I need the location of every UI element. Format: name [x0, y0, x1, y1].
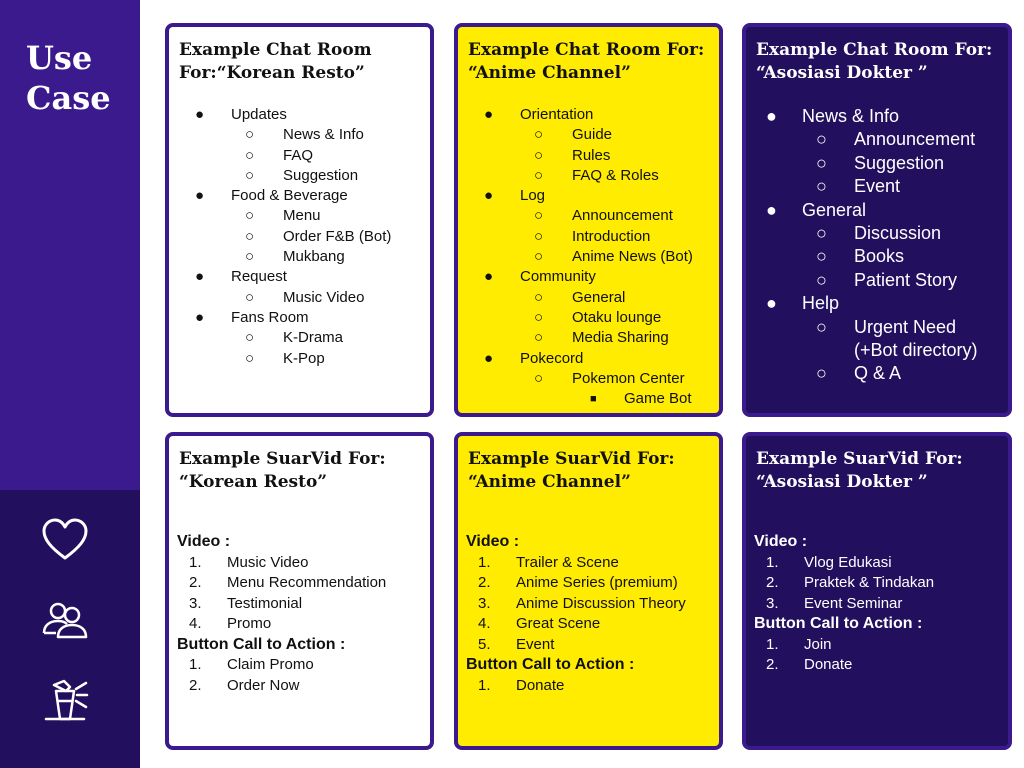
list-item: ○ Urgent Need (+Bot directory) — [816, 316, 978, 361]
list-item: ○ Patient Story — [816, 269, 958, 290]
card-title: Example SuarVid For: “Anime Channel” — [468, 449, 675, 492]
list-item: 3. Event Seminar — [766, 594, 903, 612]
list-item: ○ FAQ — [245, 146, 314, 164]
list-item: 1. Donate — [478, 676, 565, 694]
card-title: Example Chat Room For: “Asosiasi Dokter ” — [756, 40, 993, 83]
list-item: ● Request ○ Music Video — [195, 267, 391, 308]
video-heading: Video : — [466, 533, 520, 550]
suarvid-content — [754, 532, 1004, 676]
sidebar-icon-panel — [0, 490, 140, 768]
card-title: Example SuarVid For: “Asosiasi Dokter ” — [756, 449, 963, 492]
list-item: ○ Mukbang — [245, 248, 345, 266]
list-item: ○ K-Drama — [245, 329, 344, 347]
list-item: ○ Anime News (Bot) — [534, 248, 693, 266]
list-item: ○ News & Info — [245, 126, 364, 144]
list-item: ● Updates ○ News & Info ○ FAQ ○ Suggestion — [195, 105, 391, 186]
channel-list — [484, 105, 693, 409]
list-item: ■ Game Bot — [590, 390, 692, 408]
list-item: ● Log ○ Announcement ○ Introduction ○ Anime News (Bot) — [484, 186, 693, 267]
suarvid-content — [177, 532, 426, 696]
sidebar-title: Use Case — [26, 39, 111, 117]
cta-heading: Button Call to Action : — [754, 615, 923, 632]
list-item: ○ Pokemon Center ■ Game Bot — [520, 369, 693, 410]
list-item: ○ Announcement — [816, 129, 976, 150]
card-title: Example Chat Room For: “Anime Channel” — [468, 40, 705, 83]
suarvid-card-anime-channel — [454, 432, 723, 750]
list-item: 3. Testimonial — [189, 594, 303, 612]
list-item: ○ Music Video — [245, 288, 365, 306]
chat-card-anime-channel — [454, 23, 723, 417]
list-item: 2. Praktek & Tindakan — [766, 574, 935, 591]
suarvid-card-asosiasi-dokter — [742, 432, 1012, 750]
cta-heading: Button Call to Action : — [177, 635, 346, 653]
list-item: ○ Books — [816, 246, 905, 267]
channel-list — [195, 105, 391, 369]
chat-card-asosiasi-dokter — [742, 23, 1012, 417]
list-item: 4. Promo — [189, 615, 272, 632]
lighthouse-icon — [40, 675, 90, 725]
suarvid-content — [466, 532, 715, 696]
list-item: ○ Media Sharing — [534, 329, 669, 347]
list-item: 1. Music Video — [189, 553, 309, 571]
list-item: ○ Suggestion — [816, 152, 945, 173]
people-icon — [40, 595, 90, 645]
list-item: ○ Suggestion — [245, 166, 359, 184]
list-item: ● General ○ Discussion ○ Books ○ Patient Story — [766, 199, 1000, 293]
list-item: 4. Great Scene — [478, 615, 601, 632]
card-title: Example Chat Room For:“Korean Resto” — [179, 40, 372, 83]
list-item: ● Food & Beverage ○ Menu ○ Order F&B (Bot) ○ Mukbang — [195, 186, 391, 267]
video-heading: Video : — [754, 533, 808, 550]
list-item: 2. Menu Recommendation — [189, 574, 387, 591]
chat-card-korean-resto — [165, 23, 434, 417]
sidebar — [0, 0, 140, 768]
list-item: 2. Anime Series (premium) — [478, 574, 678, 591]
list-item: ● News & Info ○ Announcement ○ Suggestion ○ Event — [766, 105, 1000, 199]
list-item: 1. Claim Promo — [189, 656, 314, 673]
list-item: ● Community ○ General ○ Otaku lounge ○ Media Sharing — [484, 267, 693, 348]
channel-list — [766, 105, 1000, 386]
video-heading: Video : — [177, 533, 231, 550]
list-item: ○ Otaku lounge — [534, 308, 662, 326]
list-item: ○ FAQ & Roles — [534, 166, 659, 184]
list-item: ● Help ○ Urgent Need (+Bot directory) ○ Q & A — [766, 292, 1000, 386]
list-item: ○ Announcement — [534, 207, 673, 225]
list-item: ● Fans Room ○ K-Drama ○ K-Pop — [195, 308, 391, 369]
list-item: ○ Guide — [534, 126, 613, 144]
list-item: 2. Order Now — [189, 676, 300, 694]
list-item: ● Orientation ○ Guide ○ Rules ○ FAQ & Roles — [484, 105, 693, 186]
list-item: ○ Order F&B (Bot) — [245, 227, 392, 245]
heart-icon — [40, 515, 90, 565]
list-item: 5. Event — [478, 635, 555, 653]
list-item: 1. Vlog Edukasi — [766, 553, 892, 571]
list-item: ○ Introduction — [534, 227, 651, 245]
list-item: ○ Q & A — [816, 363, 902, 384]
list-item: ○ K-Pop — [245, 349, 325, 367]
list-item: ○ Discussion — [816, 223, 942, 244]
list-item: ○ Rules — [534, 146, 611, 164]
list-item: 2. Donate — [766, 656, 853, 673]
list-item: 1. Join — [766, 635, 832, 653]
list-item: 1. Trailer & Scene — [478, 553, 619, 571]
list-item: ○ Event — [816, 176, 901, 197]
cta-heading: Button Call to Action : — [466, 656, 635, 673]
list-item: ○ Menu — [245, 207, 321, 225]
suarvid-card-korean-resto — [165, 432, 434, 750]
card-title: Example SuarVid For: “Korean Resto” — [179, 449, 386, 492]
list-item: ○ General — [534, 288, 626, 306]
list-item: ● Pokecord ○ Pokemon Center ■ Game Bot — [484, 349, 693, 410]
list-item: 3. Anime Discussion Theory — [478, 594, 686, 612]
